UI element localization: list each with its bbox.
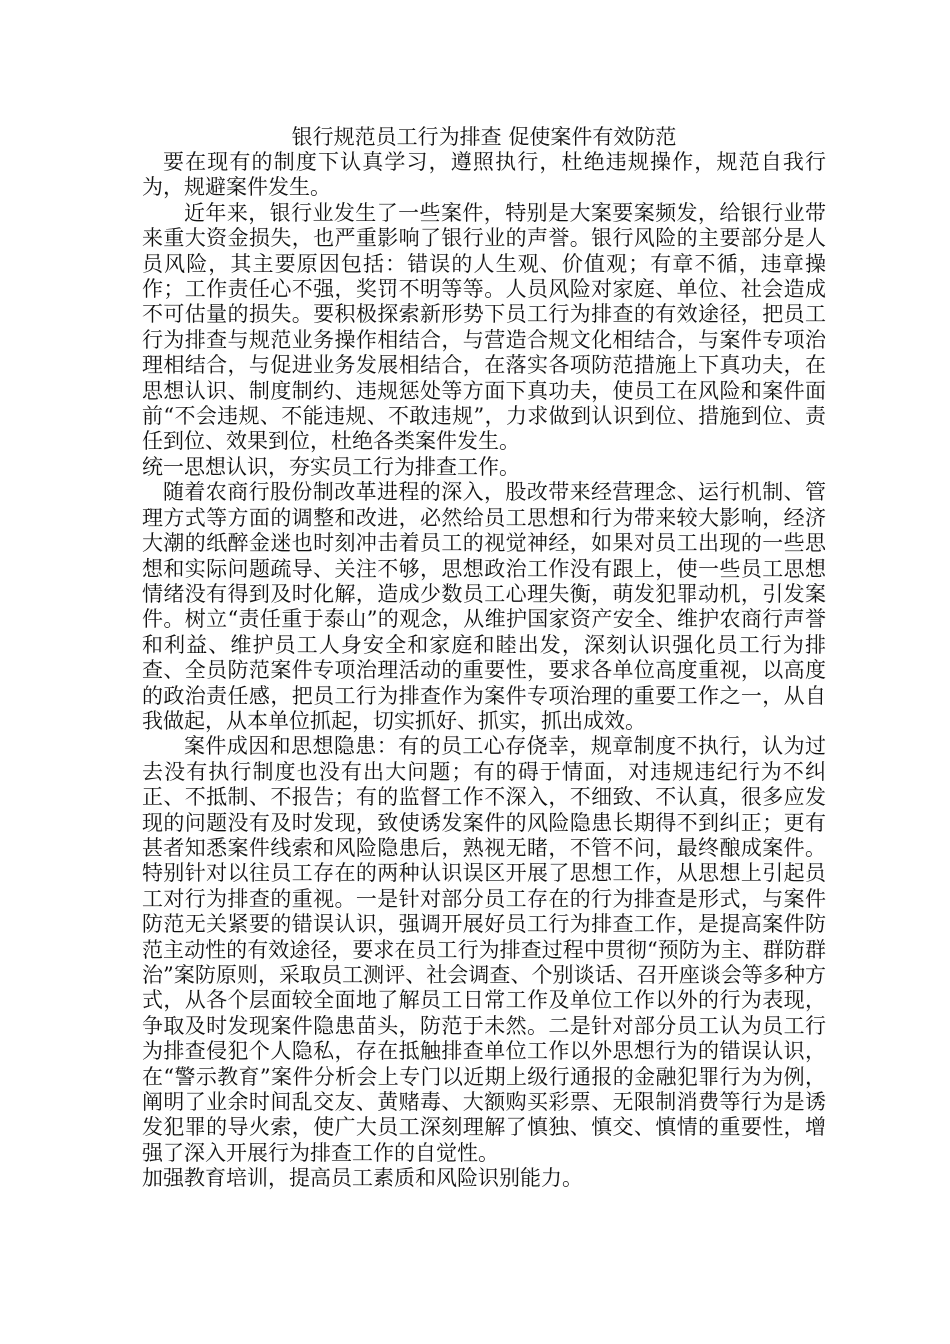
document-page <box>142 124 826 1192</box>
section-heading-unify-thinking: 统一思想认识，夯实员工行为排查工作。 <box>142 454 520 479</box>
paragraph-background: 近年来，银行业发生了一些案件，特别是大案要案频发，给银行业带来重大资金损失，也严重影响了银行业的声誉。银行风险的主要部分是人员风险，其主要原因包括：错误的人生观、价值观；有章不循，违章操作；工作责任心不强，奖罚不明等等。人员风险对家庭、单位、社会造成不可估量的损失。要积极探索新形势下员工行为排查的有效途径，把员工行为排查与规范业务操作相结合，与营造合规文化相结合，与案件专项治理相结合，与促进业务发展相结合，在落实各项防范措施上下真功夫，在思想认识、制度制约、违规惩处等方面下真功夫，使员工在风险和案件面前“不会违规、不能违规、不敢违规”，力求做到认识到位、措施到位、责任到位、效果到位，杜绝各类案件发生。 <box>142 200 826 454</box>
paragraph-case-causes: 案件成因和思想隐患：有的员工心存侥幸，规章制度不执行，认为过去没有执行制度也没有出大问题；有的碍于情面，对违规违纪行为不纠正、不抵制、不报告；有的监督工作不深入，不细致、不认真，很多应发现的问题没有及时发现，致使诱发案件的风险隐患长期得不到纠正；更有甚者知悉案件线索和风险隐患后，熟视无睹，不管不问，最终酿成案件。特别针对以往员工存在的两种认识误区开展了思想工作，从思想上引起员工对行为排查的重视。一是针对部分员工存在的行为排查是形式，与案件防范无关紧要的错误认识，强调开展好员工行为排查工作，是提高案件防范主动性的有效途径，要求在员工行为排查过程中贯彻“预防为主、群防群治”案防原则，采取员工测评、社会调查、个别谈话、召开座谈会等多种方式，从各个层面较全面地了解员工日常工作及单位工作以外的行为表现，争取及时发现案件隐患苗头，防范于未然。二是针对部分员工认为员工行为排查侵犯个人隐私，存在抵触排查单位工作以外思想行为的错误认识，在“警示教育”案件分析会上专门以近期上级行通报的金融犯罪行为为例，阐明了业余时间乱交友、黄赌毒、大额购买彩票、无限制消费等行为是诱发犯罪的导火索，使广大员工深刻理解了慎独、慎交、慎情的重要性，增强了深入开展行为排查工作的自觉性。 <box>142 734 826 1165</box>
document-title: 银行规范员工行为排查 促使案件有效防范 <box>291 125 677 149</box>
paragraph-reform: 随着农商行股份制改革进程的深入，股改带来经营理念、运行机制、管理方式等方面的调整和改进，必然给员工思想和行为带来较大影响，经济大潮的纸醉金迷也时刻冲击着员工的视觉神经，如果对员工出现的一些思想和实际问题疏导、关注不够，思想政治工作没有跟上，使一些员工思想情绪没有得到及时化解，造成少数员工心理失衡，萌发犯罪动机，引发案件。树立“责任重于泰山”的观念，从维护国家资产安全、维护农商行声誉和利益、维护员工人身安全和家庭和睦出发，深刻认识强化员工行为排查、全员防范案件专项治理活动的重要性，要求各单位高度重视，以高度的政治责任感，把员工行为排查作为案件专项治理的重要工作之一，从自我做起，从本单位抓起，切实抓好、抓实，抓出成效。 <box>142 480 826 733</box>
paragraph-intro: 要在现有的制度下认真学习，遵照执行，杜绝违规操作，规范自我行为，规避案件发生。 <box>142 150 826 200</box>
section-heading-training: 加强教育培训，提高员工素质和风险识别能力。 <box>142 1166 583 1191</box>
